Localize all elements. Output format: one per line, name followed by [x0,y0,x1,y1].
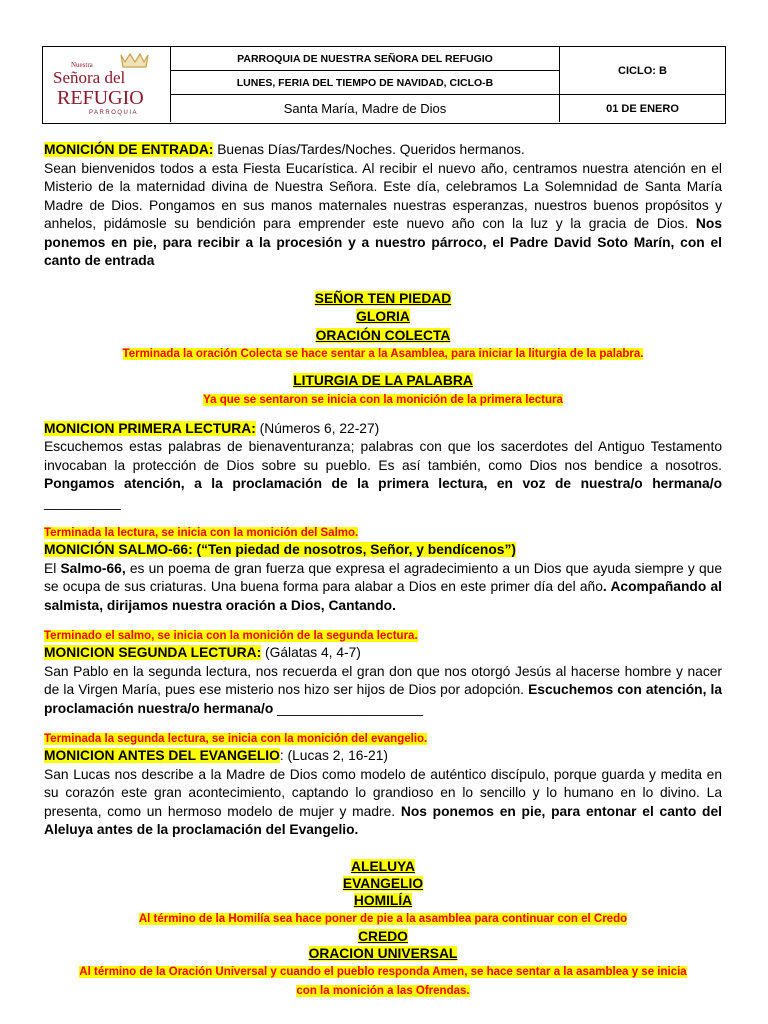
rite-line [44,372,722,391]
rite-aleluya: ALELUYA [351,858,415,874]
rite-line [44,391,722,408]
rite-homilia: HOMILÍA [353,892,413,908]
primera-body: Escuchemos estas palabras de bienaventuranza; palabras con que los sacerdotes del Antiguo Testamento invocaban la protección de Dios sobre su pueblo. Es así también, como Dios nos bendice a nosotros. [44,439,722,473]
rite-line [44,345,722,362]
header-date: 01 DE ENERO [559,95,725,122]
segunda-label: MONICION SEGUNDA LECTURA: [44,645,262,660]
entrada-greeting: Buenas Días/Tardes/Noches. Queridos hermanos. [213,142,525,157]
rite-credo: CREDO [358,928,408,944]
evangelio-note: Terminada la segunda lectura, se inicia con la monición del evangelio. [44,733,428,745]
liturgia-note: Ya que se sentaron se inicia con la monición de la primera lectura [203,393,563,406]
segunda-paragraph [44,663,722,719]
salmo-body: es un poema de gran fuerza que expresa el agradecimiento a un Dios que ayuda siempre y que se ocupa de sus criaturas. Una buena forma para alabar a Dios en este primer día del año [44,560,722,594]
rite-line [44,327,722,346]
header-cycle: CICLO: B [559,47,725,95]
segunda-body: San Pablo en la segunda lectura, nos recuerda el gran don que nos otorgó Jesús al hacerse hombre y nacer de la Virgen María, pues ese misterio nos hizo ser hijos de Dios por adopción. [44,663,722,697]
primera-ref: (Números 6, 22-27) [255,420,380,436]
primera-label: MONICION PRIMERA LECTURA: [44,420,256,436]
rite-line [44,945,722,962]
note-line [44,627,722,644]
header-liturgical-day: LUNES, FERIA DEL TIEMPO DE NAVIDAD, CICLO-B [171,71,559,95]
rite-line [44,892,722,909]
salmo-bold: . Acompañando al salmista, dirijamos nuestra oración a Dios, Cantando. [44,579,722,613]
rite-gloria: GLORIA [356,309,410,324]
evangelio-ref: : (Lucas 2, 16-21) [279,748,388,763]
homilia-note: Al término de la Homilía sea hace poner de pie a la asamblea para continuar con el Credo [138,912,628,925]
logo-line1: Nuestra [71,61,93,69]
rite-line [44,858,722,875]
rite-oracion-universal: ORACION UNIVERSAL [308,945,458,961]
note-line [44,730,722,747]
entrada-bold: Nos ponemos en pie, para recibir a la procesión y a nuestro párroco, el Padre David Soto Marín, con el canto de entrada [44,216,722,268]
entrada-paragraph [44,160,722,271]
colecta-note: Terminada la oración Colecta se hace sentar a la Asamblea, para iniciar la liturgia de la palabra. [122,348,644,360]
logo-line3: REFUGIO [57,87,144,109]
segunda-note: Terminado el salmo, se inicia con la monición de la segunda lectura. [44,630,418,642]
salmo-heading-line [44,541,722,560]
primera-paragraph [44,438,722,512]
parish-logo [51,51,163,119]
salmo-note: Terminada la lectura, se inicia con la monición del Salmo. [44,527,359,539]
rite-line [44,928,722,945]
document-body [44,141,722,1000]
liturgia-title: LITURGIA DE LA PALABRA [293,373,473,388]
rite-line [44,909,722,928]
header-solemnity: Santa María, Madre de Dios [283,101,447,116]
evangelio-bold: Nos ponemos en pie, para entonar el canto del Aleluya antes de la proclamación del Evangelio. [44,803,722,837]
salmo-paragraph [44,560,722,616]
universal-note-line2: con la monición a las Ofrendas. [296,984,470,997]
evangelio-heading-line [44,747,722,766]
logo-line4: PARROQUIA [89,110,139,116]
rite-line [44,308,722,327]
note-line [44,524,722,541]
rite-senor-ten-piedad: SEÑOR TEN PIEDAD [314,290,452,306]
primera-blank: __________ [44,494,121,510]
evangelio-body: San Lucas nos describe a la Madre de Dios como modelo de auténtico discípulo, porque guarda y medita en su corazón este gran acontecimiento, captando lo grandioso en lo sencillo y lo humano en lo divino. La presenta, como un hermoso modelo de mujer y madre. [44,766,722,819]
rite-evangelio: EVANGELIO [342,875,424,891]
logo-line2: Señora del [53,68,126,87]
primera-heading-line [44,420,722,439]
evangelio-paragraph [44,766,722,840]
rite-line [44,962,722,981]
entrada-heading-line [44,141,722,160]
header-parish-name: PARROQUIA DE NUESTRA SEÑORA DEL REFUGIO [171,47,559,71]
logo-cell [43,47,171,122]
closing-rites [44,858,722,1000]
rite-oracion-colecta: ORACIÓN COLECTA [315,327,451,343]
primera-bold: Pongamos atención, a la proclamación de la primera lectura, en voz de nuestra/o hermana/o [44,476,722,491]
segunda-blank: ___________________ [273,700,423,716]
evangelio-label: MONICION ANTES DEL EVANGELIO [44,748,280,763]
header-table [42,46,726,124]
rite-line [44,981,722,1000]
salmo-intro: El [44,560,61,576]
segunda-ref: (Gálatas 4, 4-7) [261,645,361,660]
segunda-heading-line [44,644,722,663]
segunda-bold: Escuchemos con atención, la proclamación nuestra/o hermana/o [44,682,722,716]
rite-line [44,290,722,309]
entrada-label: MONICIÓN DE ENTRADA: [44,142,214,157]
salmo-name: Salmo-66, [60,560,126,576]
universal-note-line1: Al término de la Oración Universal y cuando el pueblo responda Amen, se hace sentar a la asamblea y se inicia [79,965,687,978]
salmo-label: MONICIÓN SALMO-66: [44,542,193,557]
salmo-ref: (“Ten piedad de nosotros, Señor, y bendícenos”) [192,542,516,557]
entrada-body: Sean bienvenidos todos a esta Fiesta Eucarística. Al recibir el nuevo año, centramos nuestra atención en el Misterio de la maternidad divina de Nuestra Señora. Este día, celebramos La Solemnidad de Santa María Madre de Dios. Pongamos en sus manos maternales nuestras esperanzas, nuestros buenos propósitos y anhelos, pidámosle su bendición para emprender este nuevo año con la luz y la gracia de Dios. [44,160,722,231]
rite-line [44,875,722,892]
